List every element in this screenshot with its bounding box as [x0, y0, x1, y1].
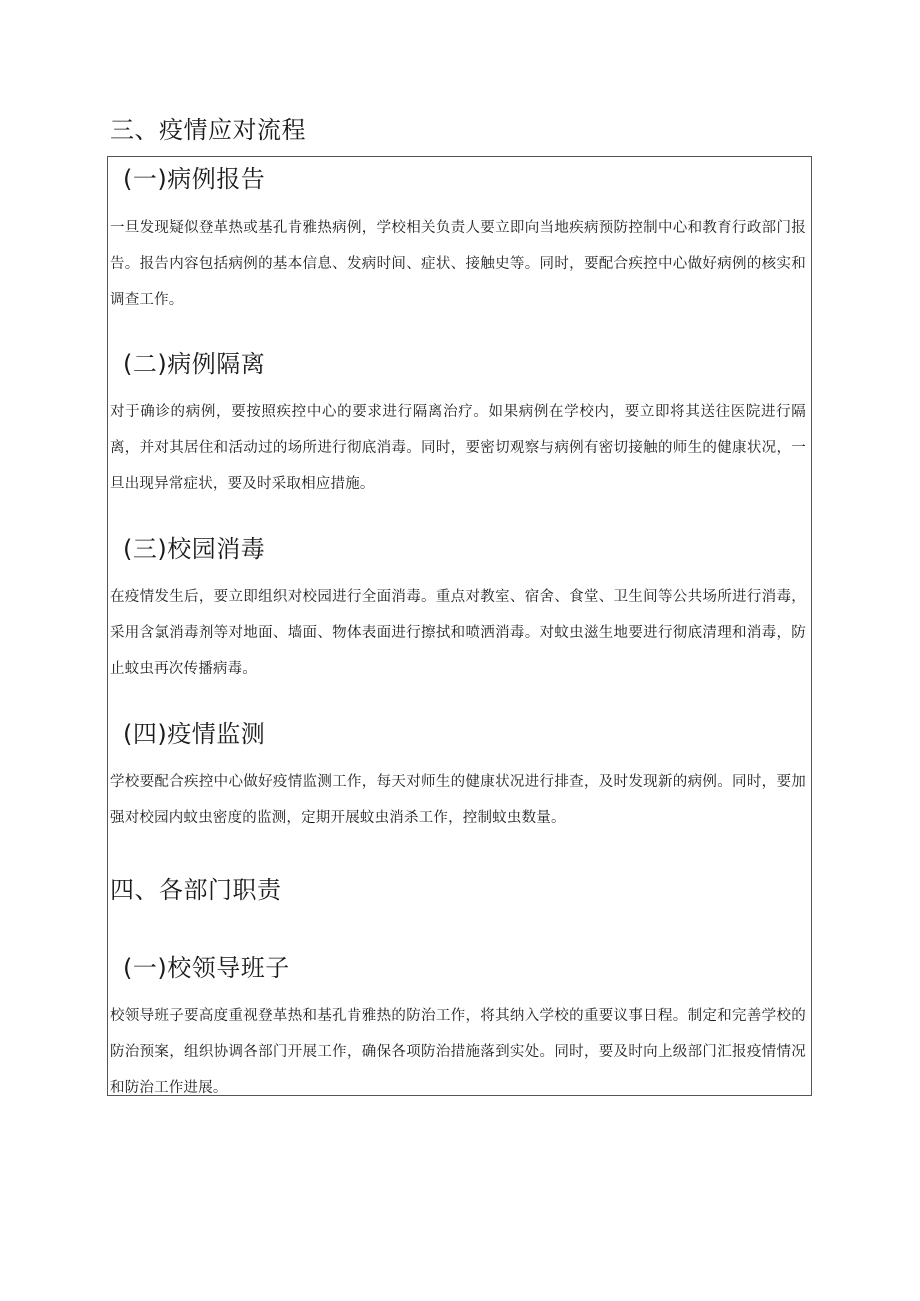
subsection-title-case-isolation: (二)病例隔离	[123, 350, 266, 378]
paragraph-case-report: 一旦发现疑似登革热或基孔肯雅热病例，学校相关负责人要立即向当地疾病预防控制中心和教育行政部门报告。报告内容包括病例的基本信息、发病时间、症状、接触史等。同时，要配合疾控中心做好病例的核实和调查工作。	[110, 220, 806, 308]
section-title-department-duties: 四、各部门职责	[110, 876, 282, 904]
paragraph-case-isolation: 对于确诊的病例，要按照疾控中心的要求进行隔离治疗。如果病例在学校内，要立即将其送往医院进行隔离，并对其居住和活动过的场所进行彻底消毒。同时，要密切观察与病例有密切接触的师生的健康状况，一旦出现异常症状，要及时采取相应措施。	[110, 404, 806, 492]
paragraph-campus-disinfection: 在疫情发生后，要立即组织对校园进行全面消毒。重点对教室、宿舍、食堂、卫生间等公共场所进行消毒，采用含氯消毒剂等对地面、墙面、物体表面进行擦拭和喷洒消毒。对蚊虫滋生地要进行彻底清理和消毒，防止蚊虫再次传播病毒。	[110, 589, 806, 677]
section-title-emergency-process: 三、疫情应对流程	[110, 116, 306, 144]
subsection-title-epidemic-monitoring: (四)疫情监测	[123, 720, 266, 748]
subsection-title-school-leadership: (一)校领导班子	[123, 954, 290, 982]
subsection-title-campus-disinfection: (三)校园消毒	[123, 535, 266, 563]
paragraph-school-leadership: 校领导班子要高度重视登革热和基孔肯雅热的防治工作，将其纳入学校的重要议事日程。制定和完善学校的防治预案，组织协调各部门开展工作，确保各项防治措施落到实处。同时，要及时向上级部门汇报疫情情况和防治工作进展。	[110, 1008, 806, 1096]
subsection-title-case-report: (一)病例报告	[123, 165, 266, 193]
paragraph-epidemic-monitoring: 学校要配合疾控中心做好疫情监测工作，每天对师生的健康状况进行排查，及时发现新的病例。同时，要加强对校园内蚊虫密度的监测，定期开展蚊虫消杀工作，控制蚊虫数量。	[110, 774, 806, 826]
